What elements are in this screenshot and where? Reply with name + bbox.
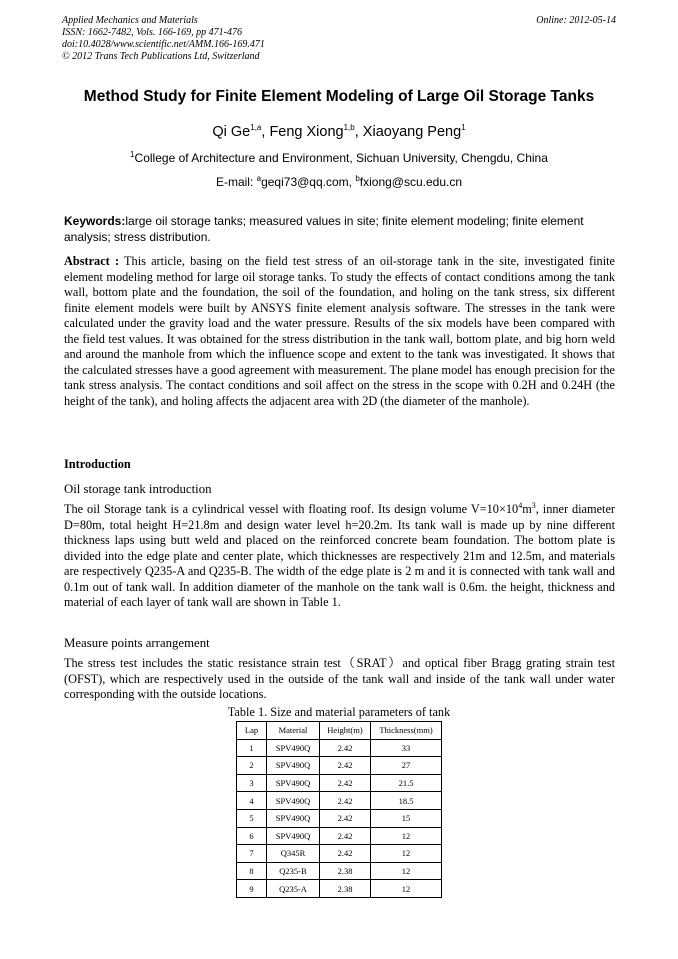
table-cell: SPV490Q (267, 757, 320, 775)
keywords-text: large oil storage tanks; measured values in site; finite element modeling; finite element analysis; stress distribution. (64, 214, 584, 244)
table-row (237, 862, 442, 880)
email-a[interactable]: geqi73@qq.com (261, 175, 349, 189)
journal-name: Applied Mechanics and Materials (62, 15, 198, 26)
keywords-label: Keywords: (64, 214, 126, 228)
table-header-cell: Thickness(mm) (371, 722, 442, 740)
email-b[interactable]: fxiong@scu.edu.cn (359, 175, 463, 189)
table-cell: 18.5 (371, 792, 442, 810)
table-cell: 2.42 (320, 845, 371, 863)
author-name: Qi Ge (212, 124, 251, 140)
table-row (237, 792, 442, 810)
author-sup: 1,b (343, 123, 355, 133)
author-name: Xiaoyang Peng (362, 124, 462, 140)
table-cell: 2.38 (320, 880, 371, 898)
email-label: E-mail: (215, 175, 257, 189)
table-cell: SPV490Q (267, 739, 320, 757)
table-cell: Q235-A (267, 880, 320, 898)
table-cell: SPV490Q (267, 809, 320, 827)
table-cell: 2.42 (320, 739, 371, 757)
abstract-text: This article, basing on the field test stress of an oil-storage tank in the site, investigated finite element modeling method for large oil storage tanks. To study the effects of contact conditions among the tank wall, bottom plate and the foundation, the soil of the foundation, and holing on the tank stress, six different finite element models were built by ANSYS finite element analysis software. The stresses in the tank were calculated under the gravity load and the water pressure. Results of the six models have been compared with the field test values. It was obtained for the stress distribution in the tank wall, bottom plate, and big horn weld and around the manhole from which the influence scope and extent to the tank was investigated. It shows that the calculated stresses have a good agreement with measurement. The plane model has enough precision for the tank stress analysis. The contact conditions and soil affect on the stress in the scope with 0.2H and 0.24H (the height of the tank), and holing affects the adjacent area with 2D (the diameter of the manhole). (64, 254, 615, 408)
subheading-measure-points: Measure points arrangement (64, 636, 210, 650)
table-header-cell: Height(m) (320, 722, 371, 740)
table-cell: Q345R (267, 845, 320, 863)
table-cell: 33 (371, 739, 442, 757)
p1-sup-2: 3 (531, 500, 536, 510)
table-cell: SPV490Q (267, 774, 320, 792)
table-cell: 2.42 (320, 792, 371, 810)
table-header-row (237, 722, 442, 740)
email-separator: , (348, 175, 356, 189)
abstract (64, 254, 615, 409)
paragraph-measure-points: The stress test includes the static resistance strain test（SRAT）and optical fiber Bragg grating strain test (OFST), which are respectively used in the outside of the tank wall and inside of the tank wall under water corresponding with the outside locations. (64, 656, 615, 701)
author-sup: 1,a (250, 123, 262, 133)
table-header-cell: Lap (237, 722, 267, 740)
table-cell: 21.5 (371, 774, 442, 792)
paragraph-tank-description (64, 502, 615, 611)
table-cell: 2.42 (320, 774, 371, 792)
table-cell: 2.42 (320, 757, 371, 775)
table-cell: 2.38 (320, 862, 371, 880)
table-cell: 4 (237, 792, 267, 810)
author-list: Qi Ge$^{1,a}$, Feng Xiong$^{1,b}$, Xiaoyang Peng$^1$ (212, 123, 466, 140)
table-cell: 3 (237, 774, 267, 792)
online-date: Online: 2012-05-14 (536, 15, 616, 26)
table-row (237, 739, 442, 757)
table-cell: 12 (371, 880, 442, 898)
table-header-cell: Material (267, 722, 320, 740)
table-cell: Q235-B (267, 862, 320, 880)
table-cell: SPV490Q (267, 827, 320, 845)
affiliation-text: College of Architecture and Environment, Sichuan University, Chengdu, China (134, 151, 548, 165)
keywords (64, 213, 615, 245)
journal-doi: doi:10.4028/www.scientific.net/AMM.166-169.471 (62, 39, 265, 50)
author-sup: 1 (461, 123, 466, 133)
table-cell: 5 (237, 809, 267, 827)
table-cell: 2 (237, 757, 267, 775)
affiliation-sup: 1 (130, 150, 135, 159)
table-cell: 7 (237, 845, 267, 863)
table-cell: 27 (371, 757, 442, 775)
journal-copyright: © 2012 Trans Tech Publications Ltd, Switzerland (62, 51, 260, 62)
journal-issn: ISSN: 1662-7482, Vols. 166-169, pp 471-476 (62, 27, 242, 38)
table-cell: 6 (237, 827, 267, 845)
table-cell: 12 (371, 845, 442, 863)
table-cell: 9 (237, 880, 267, 898)
table-cell: SPV490Q (267, 792, 320, 810)
journal-header (62, 15, 616, 63)
paper-title: Method Study for Finite Element Modeling of Large Oil Storage Tanks (83, 88, 595, 105)
table-cell: 2.42 (320, 827, 371, 845)
tank-parameters-table (236, 721, 442, 898)
subheading-tank-introduction: Oil storage tank introduction (64, 482, 212, 496)
table-row (237, 845, 442, 863)
p1-part-a: The oil Storage tank is a cylindrical vessel with floating roof. Its design volume V=10×10 (64, 502, 519, 516)
table-cell: 12 (371, 827, 442, 845)
table-cell: 2.42 (320, 809, 371, 827)
section-heading-introduction: Introduction (64, 457, 131, 471)
table-row (237, 880, 442, 898)
table-cell: 8 (237, 862, 267, 880)
author-name: Feng Xiong (269, 124, 344, 140)
table-cell: 1 (237, 739, 267, 757)
table-row (237, 757, 442, 775)
email-line (62, 175, 616, 189)
email-sup-b: b (355, 174, 360, 183)
email-sup-a: a (256, 174, 262, 183)
table-row (237, 809, 442, 827)
affiliation (62, 151, 616, 165)
p1-part-b: m (522, 502, 532, 516)
table-row (237, 827, 442, 845)
p1-sup-1: 4 (518, 500, 523, 510)
table-cell: 15 (371, 809, 442, 827)
abstract-label: Abstract : (64, 254, 120, 268)
table-row (237, 774, 442, 792)
p1-part-c: , inner diameter D=80m, total height H=21.8m and design water level h=20.2m. Its tank wall is made up by nine different thickness laps using butt weld and placed on the reinforced concrete beam foundation. The bottom plate is divided into the edge plate and center plate, which thicknesses are respectively 21m and 12.5m, and materials are respectively Q235-A and Q235-B. The width of the edge plate is 2 m and it is connected with tank wall and 0.1m out of tank wall. In addition diameter of the manhole on the tank wall is 0.6m. the height, thickness and material of each layer of tank wall are shown in Table 1. (64, 502, 615, 609)
table-caption: Table 1. Size and material parameters of tank (227, 705, 451, 719)
table-cell: 12 (371, 862, 442, 880)
